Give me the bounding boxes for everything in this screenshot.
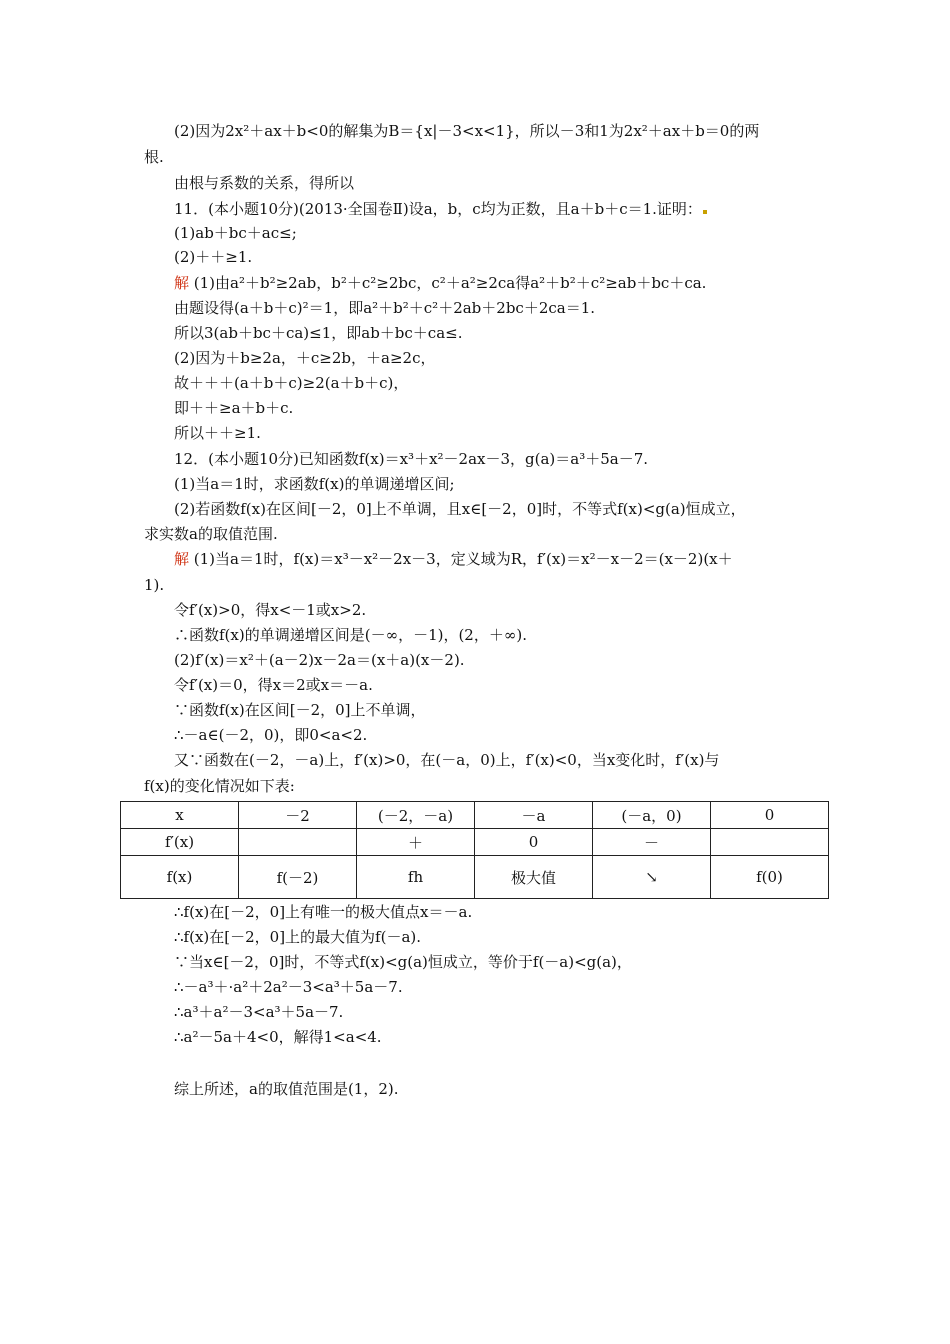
table-cell: f(0) [711, 856, 829, 899]
solution-line: 解 (1)由a²＋b²≥2ab，b²＋c²≥2bc，c²＋a²≥2ca得a²＋b²＋c²≥ab＋bc＋ca. [174, 274, 707, 292]
table-cell: 极大值 [475, 856, 593, 899]
table-cell: fh [357, 856, 475, 899]
text-line: 所以3(ab＋bc＋ca)≤1，即ab＋bc＋ca≤. [174, 324, 463, 342]
problem-11-heading: 11．(本小题10分)(2013·全国卷Ⅱ)设a，b，c均为正数，且a＋b＋c＝1.证明： [174, 198, 708, 220]
text-line: (1)当a＝1时，求函数f(x)的单调递增区间; [174, 475, 455, 493]
solution-label: 解 [174, 274, 190, 292]
text-line: 由题设得(a＋b＋c)²＝1，即a²＋b²＋c²＋2ab＋2bc＋2ca＝1. [174, 299, 596, 317]
table-cell: x [121, 802, 239, 829]
text-line: (2)因为＋b≥2a，＋c≥2b，＋a≥2c， [174, 349, 436, 367]
problem-12-heading: 12．(本小题10分)已知函数f(x)＝x³＋x²－2ax－3，g(a)＝a³＋5a－7. [174, 450, 649, 468]
text-line: ∴函数f(x)的单调递增区间是(－∞，－1)，(2，＋∞). [174, 626, 527, 644]
text-line: ∵函数f(x)在区间[－2，0]上不单调， [174, 701, 426, 719]
text-line: 求实数a的取值范围. [144, 525, 278, 543]
table-row [121, 856, 829, 899]
text-line: 令f′(x)＝0，得x＝2或x＝－a. [174, 676, 373, 694]
text-line: ∴a²－5a＋4<0，解得1<a<4. [174, 1028, 382, 1046]
table-row [121, 802, 829, 829]
table-cell: － [593, 829, 711, 856]
solution-line: 解 (1)当a＝1时，f(x)＝x³－x²－2x－3，定义域为R，f′(x)＝x²－x－2＝(x－2)(x＋ [174, 550, 733, 568]
mark-icon [703, 210, 707, 214]
table-cell: f(x) [121, 856, 239, 899]
text-line: ∴a³＋a²－3<a³＋5a－7. [174, 1003, 344, 1021]
text-line: (1)ab＋bc＋ac≤; [174, 224, 297, 242]
text-line: (2)若函数f(x)在区间[－2，0]上不单调，且x∈[－2，0]时，不等式f(x)<g(a)恒成立， [174, 500, 746, 518]
table-row [121, 829, 829, 856]
text-line: f(x)的变化情况如下表: [144, 777, 295, 795]
text-line: 故＋＋＋(a＋b＋c)≥2(a＋b＋c)， [174, 374, 409, 392]
text-line: ∴f(x)在[－2，0]上的最大值为f(－a). [174, 928, 422, 946]
text-line: ∴－a³＋·a²＋2a²－3<a³＋5a－7. [174, 978, 403, 996]
text-line: 令f′(x)>0，得x<－1或x>2. [174, 601, 367, 619]
text-line: 由根与系数的关系，得所以 [174, 174, 355, 192]
text-line: 即＋＋≥a＋b＋c. [174, 399, 294, 417]
text-line: ∵当x∈[－2，0]时，不等式f(x)<g(a)恒成立，等价于f(－a)<g(a)， [174, 953, 632, 971]
text-line: (2)＋＋≥1. [174, 248, 253, 266]
table-cell: ＋ [357, 829, 475, 856]
text-line: 综上所述，a的取值范围是(1，2). [174, 1080, 399, 1098]
table-cell: －2 [239, 802, 357, 829]
text-line: 1). [144, 576, 165, 594]
table-cell: 0 [475, 829, 593, 856]
table-cell: (－2，－a) [357, 802, 475, 829]
variation-table [120, 801, 829, 899]
table-cell [711, 829, 829, 856]
table-cell: f′(x) [121, 829, 239, 856]
text-line: (2)f′(x)＝x²＋(a－2)x－2a＝(x＋a)(x－2). [174, 651, 465, 669]
text-line: (2)因为2x²＋ax＋b<0的解集为B＝{x|－3<x<1}，所以－3和1为2x²＋ax＋b＝0的两 [174, 122, 760, 140]
table-cell [239, 829, 357, 856]
table-cell: f(－2) [239, 856, 357, 899]
table-cell: ↘ [593, 856, 711, 899]
table-cell: 0 [711, 802, 829, 829]
text-line: 又∵函数在(－2，－a)上，f′(x)>0，在(－a，0)上，f′(x)<0，当x变化时，f′(x)与 [174, 751, 720, 769]
table-cell: (－a，0) [593, 802, 711, 829]
text-line: ∴f(x)在[－2，0]上有唯一的极大值点x＝－a. [174, 903, 473, 921]
solution-label: 解 [174, 550, 190, 568]
text-line: 根. [144, 148, 164, 166]
text-line: ∴－a∈(－2，0)，即0<a<2. [174, 726, 368, 744]
table-cell: －a [475, 802, 593, 829]
text-line: 所以＋＋≥1. [174, 424, 261, 442]
